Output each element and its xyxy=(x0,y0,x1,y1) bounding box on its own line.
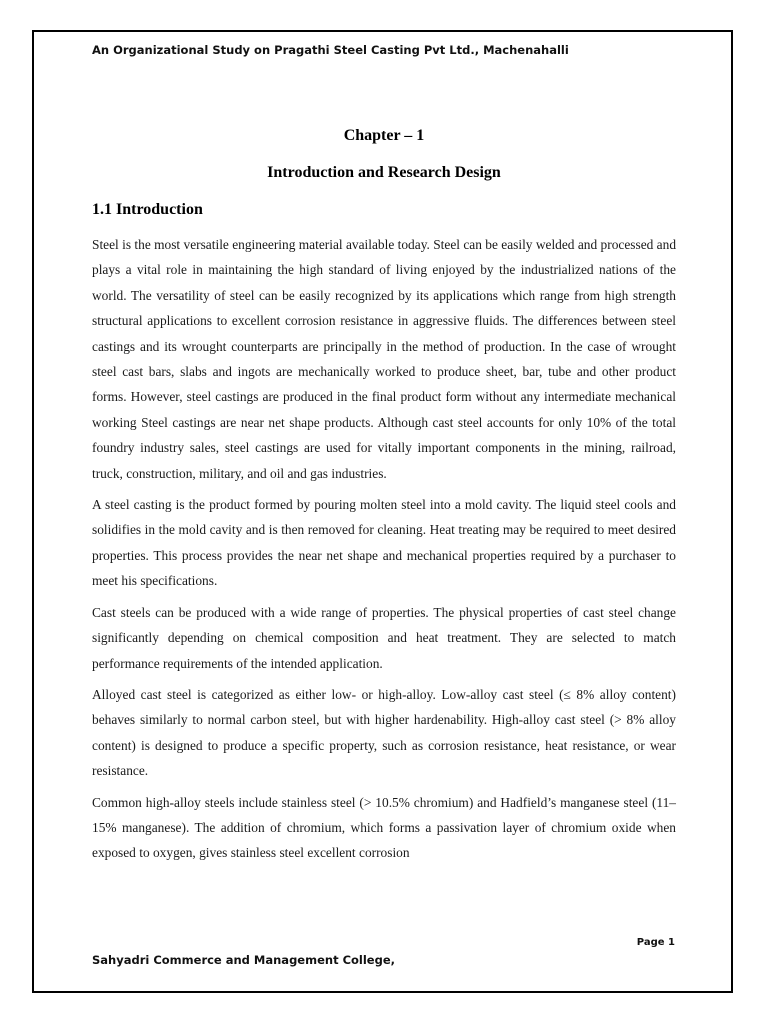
running-footer: Sahyadri Commerce and Management College, xyxy=(92,953,395,967)
chapter-label: Chapter – 1 xyxy=(343,127,425,144)
paragraph: Common high-alloy steels include stainless steel (> 10.5% chromium) and Hadfield’s manganese steel (11–15% manganese). The addition of chromium, which forms a passivation layer of chromium oxide when exposed to oxygen, gives stainless steel excellent corrosion xyxy=(92,794,676,861)
paragraph: A steel casting is the product formed by pouring molten steel into a mold cavity. The liquid steel cools and solidifies in the mold cavity and is then removed for cleaning. Heat treating may be required to meet desired properties. This process provides the near net shape and mechanical properties required by a purchaser to meet his specifications. xyxy=(92,497,676,589)
paragraph: Cast steels can be produced with a wide range of properties. The physical properties of cast steel change significantly depending on chemical composition and heat treatment. They are selected to match performance requirements of the intended application. xyxy=(92,604,676,671)
section-heading: 1.1 Introduction xyxy=(92,201,203,218)
body-text xyxy=(92,232,676,872)
running-header: An Organizational Study on Pragathi Steel Casting Pvt Ltd., Machenahalli xyxy=(92,43,569,57)
chapter-title: Introduction and Research Design xyxy=(267,164,501,181)
paragraph: Steel is the most versatile engineering material available today. Steel can be easily welded and processed and plays a vital role in maintaining the high standard of living enjoyed by the industrialized nations of the world. The versatility of steel can be easily recognized by its applications which range from high strength structural applications to excellent corrosion resistance in aggressive fluids. The differences between steel castings and its wrought counterparts are principally in the method of production. In the case of wrought steel cast bars, slabs and ingots are mechanically worked to produce sheet, bar, tube and other product forms. However, steel castings are produced in the final product form without any intermediate mechanical working Steel castings are near net shape products. Although cast steel accounts for only 10% of the total foundry industry sales, steel castings are used for vitally important components in the mining, railroad, truck, construction, military, and oil and gas industries. xyxy=(92,237,677,481)
paragraph: Alloyed cast steel is categorized as either low- or high-alloy. Low-alloy cast steel (≤ 8% alloy content) behaves similarly to normal carbon steel, but with higher hardenability. High-alloy cast steel (> 8% alloy content) is designed to produce a specific property, such as corrosion resistance, heat resistance, or wear resistance. xyxy=(92,686,676,779)
page-number: Page 1 xyxy=(636,937,675,948)
